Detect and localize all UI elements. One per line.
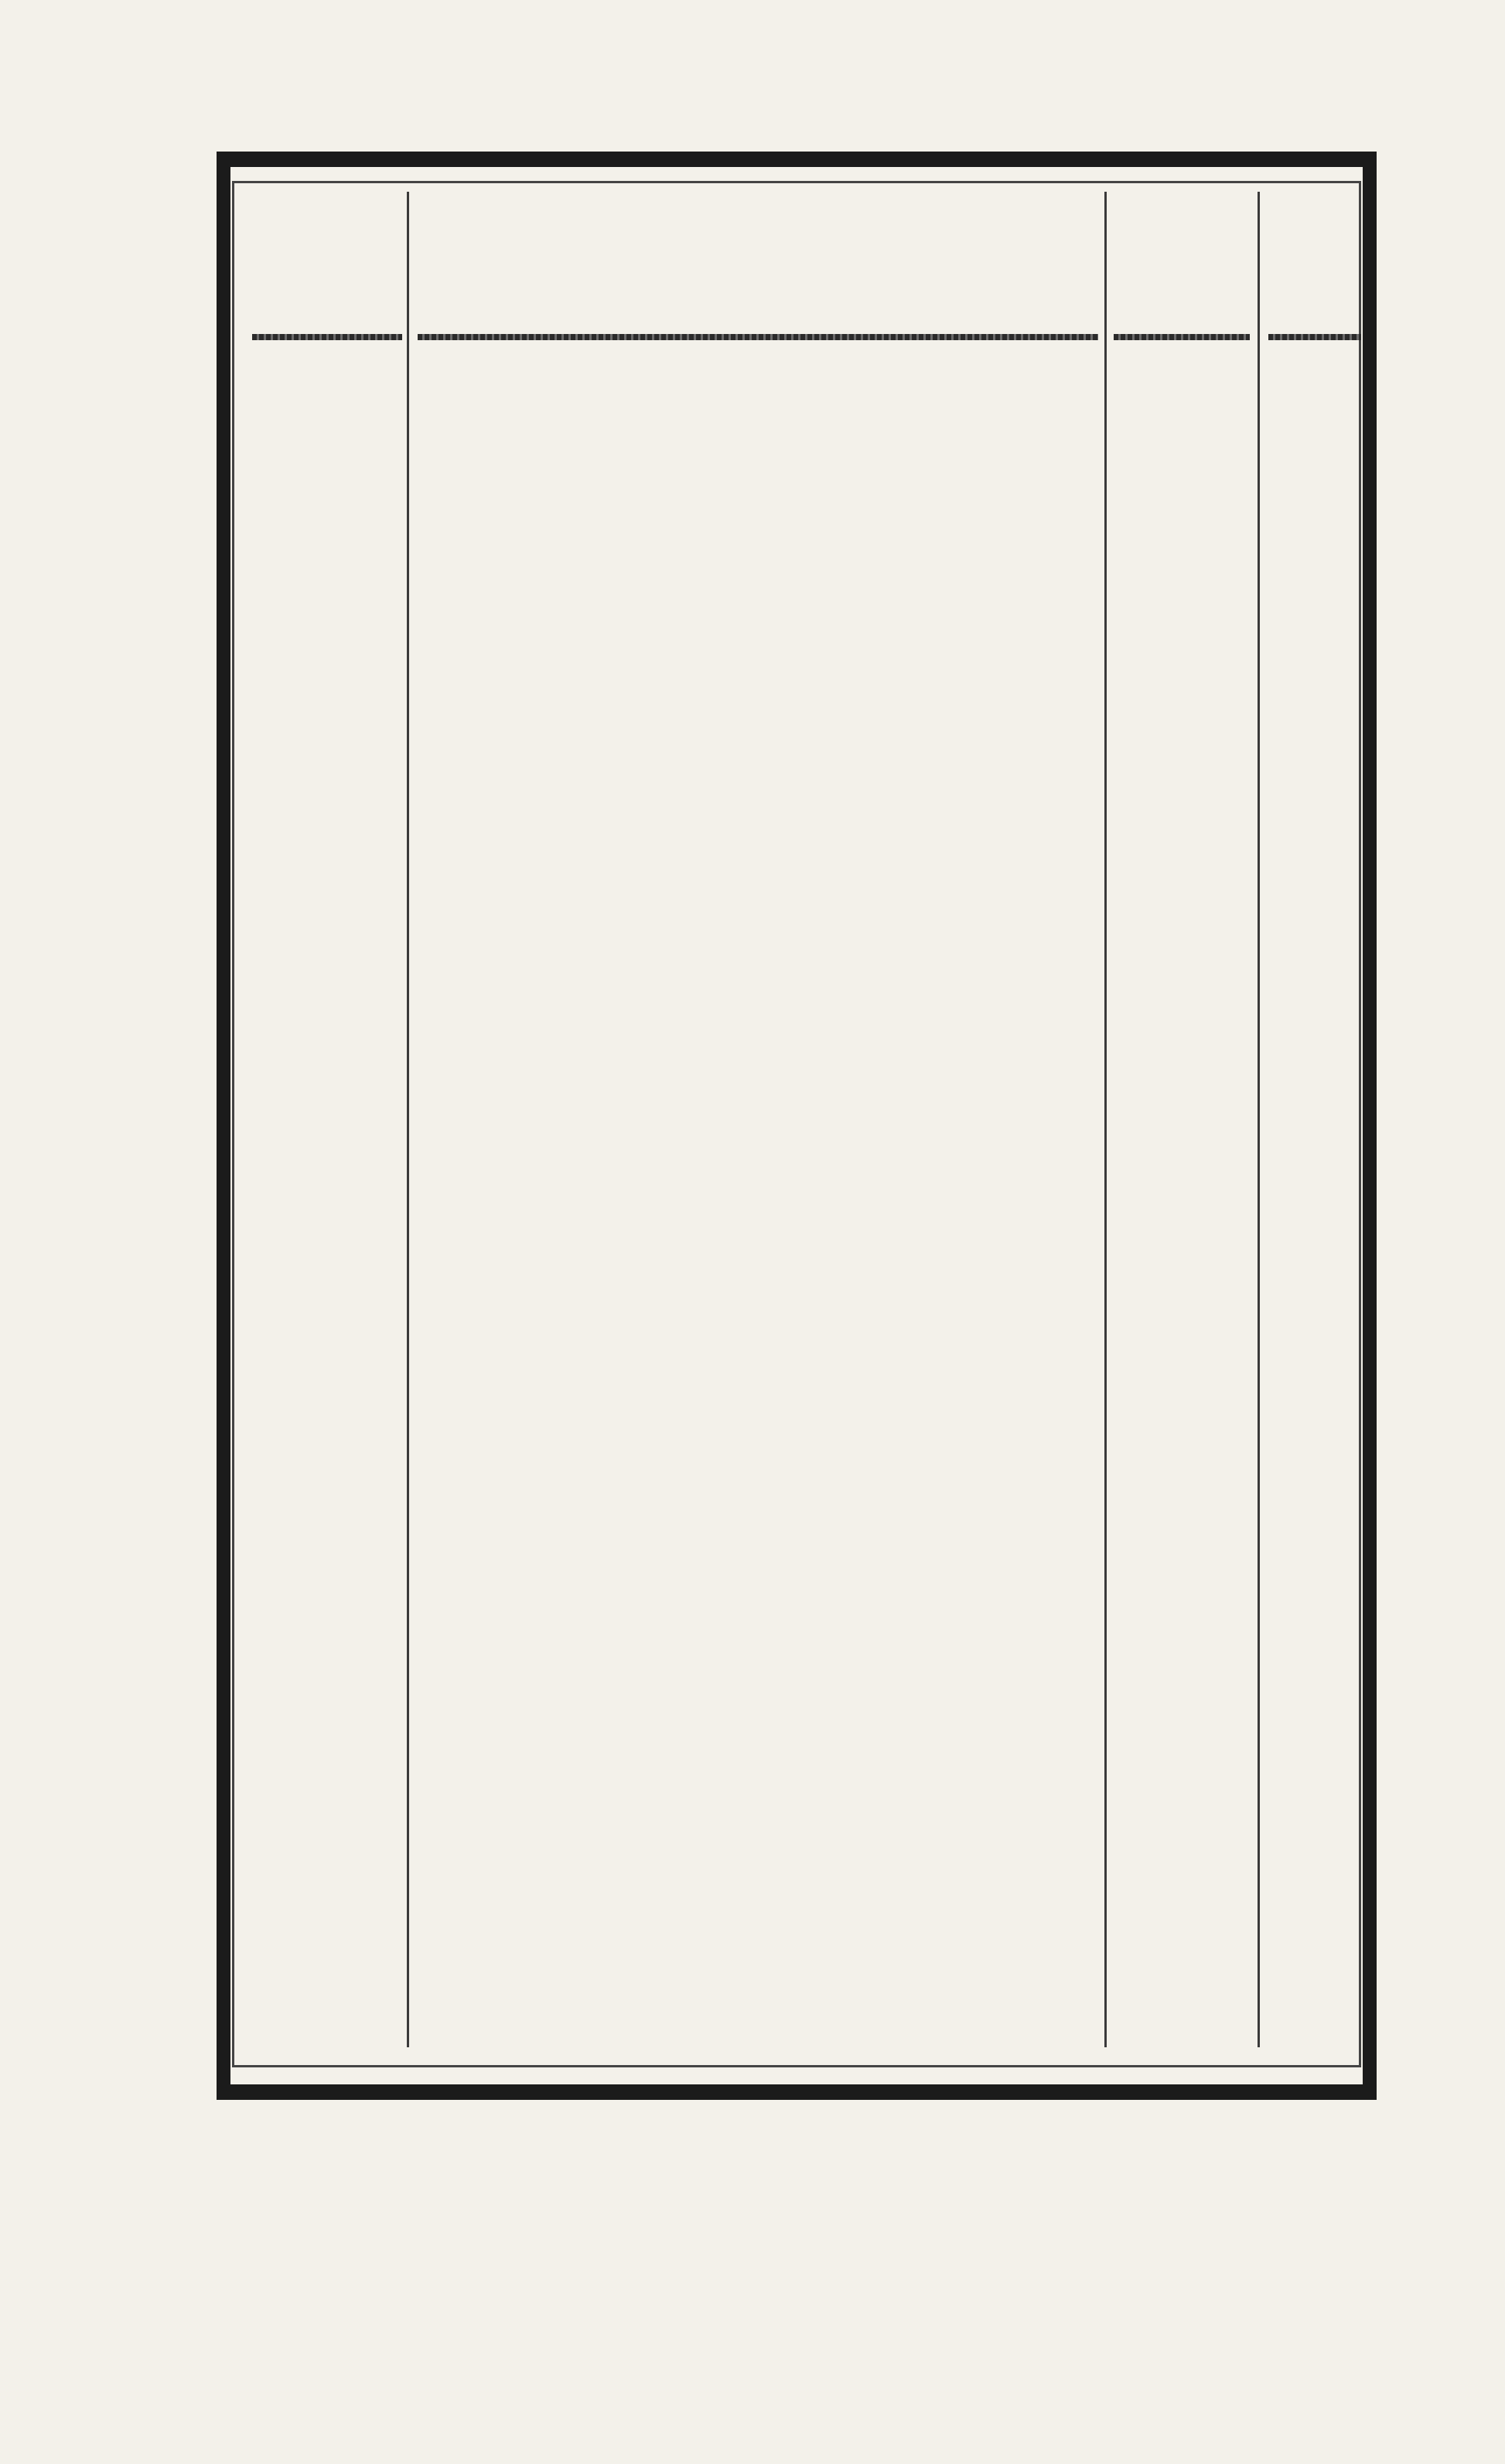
header-rule	[418, 334, 1098, 340]
header-rule	[1268, 334, 1361, 340]
table-inner-frame	[232, 181, 1361, 2067]
header-rule	[252, 334, 402, 340]
column-divider	[407, 192, 409, 2047]
column-divider	[1258, 192, 1260, 2047]
header-rule	[1114, 334, 1250, 340]
column-divider	[1104, 192, 1107, 2047]
